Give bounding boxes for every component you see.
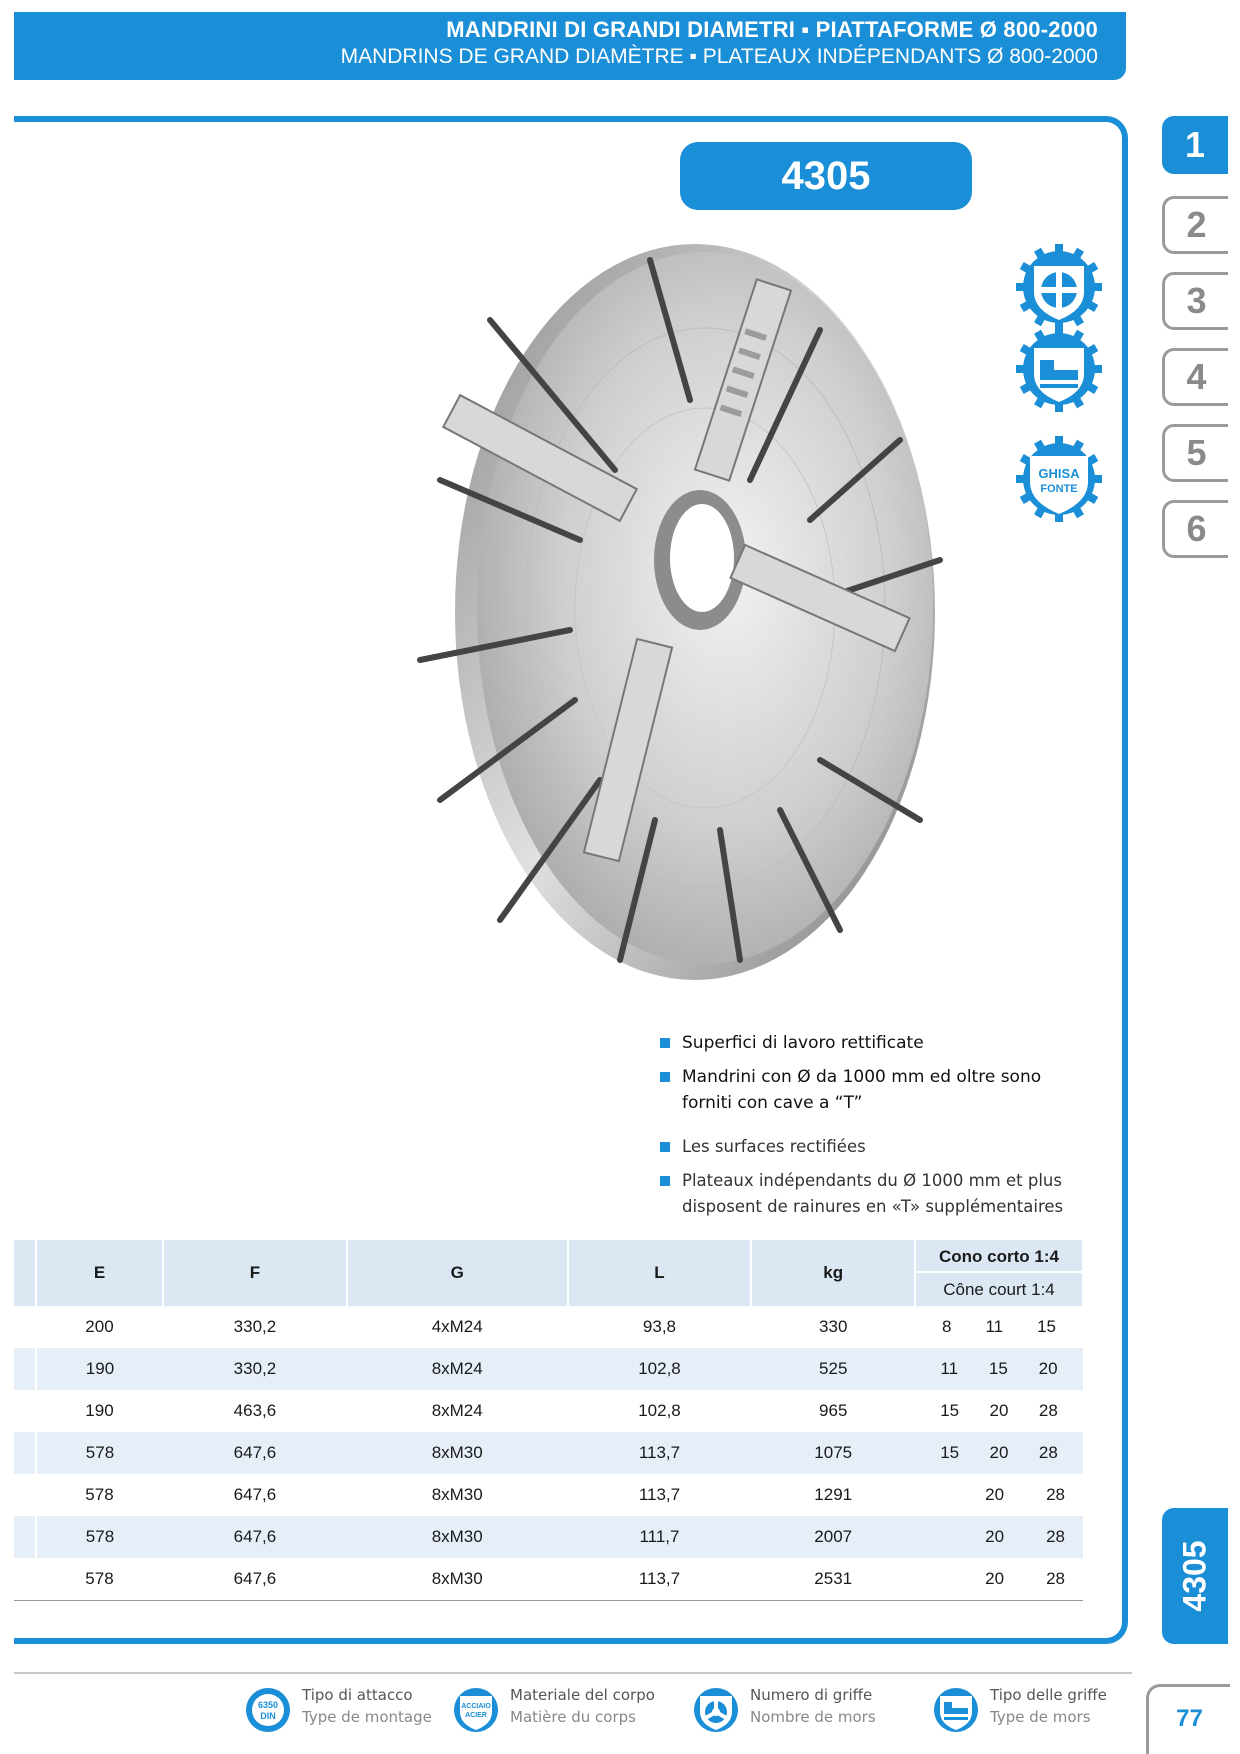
table-cell-e: 578 xyxy=(85,1485,114,1504)
table-row xyxy=(14,1516,1083,1558)
cono-value: 28 xyxy=(1038,1401,1058,1420)
page-number: 77 xyxy=(1146,1684,1230,1754)
table-cell-l: 111,7 xyxy=(568,1516,752,1558)
tab-4[interactable]: 4 xyxy=(1162,348,1228,406)
table-cell-l: 102,8 xyxy=(568,1348,752,1390)
table-row-stub xyxy=(14,1558,36,1600)
cono-value: 20 xyxy=(985,1568,1005,1588)
table-row-stub xyxy=(14,1432,36,1474)
table-cell-l: 93,8 xyxy=(642,1317,677,1336)
tab-1[interactable]: 1 xyxy=(1162,116,1228,174)
acciaio-acier-icon xyxy=(452,1686,500,1734)
table-cell-cono xyxy=(915,1558,1083,1600)
table-cell-l: 113,7 xyxy=(638,1485,681,1504)
footer-jaw-type-fr: Type de mors xyxy=(990,1708,1091,1726)
din-badge-top: 6350 xyxy=(257,1700,279,1710)
table-cell-cono xyxy=(915,1432,1083,1474)
table-cell-l: 113,7 xyxy=(568,1432,752,1474)
acciaio-label: ACCIAIO xyxy=(461,1703,491,1710)
cono-value: 20 xyxy=(989,1443,1009,1462)
cono-value: 15 xyxy=(940,1401,960,1420)
acier-label: ACIER xyxy=(465,1712,487,1719)
cono-value: 15 xyxy=(1037,1317,1056,1336)
cono-value: 20 xyxy=(985,1527,1005,1546)
table-cell-l: 113,7 xyxy=(568,1558,752,1600)
fonte-label: FONTE xyxy=(1040,483,1078,495)
ghisa-fonte-gear-icon xyxy=(1016,436,1102,522)
col-header-l: L xyxy=(568,1240,752,1306)
faceplate-chuck-image xyxy=(400,240,1000,980)
table-cell-kg: 2531 xyxy=(751,1558,915,1600)
table-cell-g: 4xM24 xyxy=(431,1317,483,1336)
side-product-code-tab[interactable] xyxy=(1162,1508,1228,1644)
table-row xyxy=(14,1474,1083,1516)
din-badge-bottom: DIN xyxy=(260,1711,276,1721)
col-header-f: F xyxy=(163,1240,347,1306)
cono-value: 28 xyxy=(1046,1568,1065,1588)
tab-3[interactable]: 3 xyxy=(1162,272,1228,330)
ghisa-label: GHISA xyxy=(1038,466,1080,481)
col-header-e: E xyxy=(36,1240,163,1306)
footer-jaw-count-it: Numero di griffe xyxy=(750,1686,873,1704)
specs-table xyxy=(14,1240,1084,1601)
feature-fr-1: Les surfaces rectifiées xyxy=(660,1134,1080,1160)
table-header-row xyxy=(14,1240,1083,1306)
footer-jaw-count-fr: Nombre de mors xyxy=(750,1708,876,1726)
cono-value: 28 xyxy=(1046,1485,1065,1504)
table-cell-e: 190 xyxy=(36,1348,163,1390)
table-cell-g: 8xM24 xyxy=(347,1348,568,1390)
table-cell-l: 102,8 xyxy=(638,1401,681,1420)
tab-2[interactable]: 2 xyxy=(1162,196,1228,254)
table-row-stub xyxy=(14,1348,36,1390)
table-row xyxy=(14,1348,1083,1390)
footer-mounting-fr: Type de montage xyxy=(302,1708,432,1726)
table-row-stub xyxy=(14,1474,36,1516)
footer-material-it: Materiale del corpo xyxy=(510,1686,655,1704)
footer-mounting-it: Tipo di attacco xyxy=(302,1686,413,1704)
table-cell-f: 330,2 xyxy=(163,1348,347,1390)
table-cell-e: 190 xyxy=(85,1401,114,1420)
cono-value: 11 xyxy=(985,1317,1004,1336)
cono-value: 11 xyxy=(940,1359,959,1378)
table-cell-kg: 525 xyxy=(751,1348,915,1390)
table-cell-kg: 330 xyxy=(819,1317,848,1336)
tab-6[interactable]: 6 xyxy=(1162,500,1228,558)
tab-5[interactable]: 5 xyxy=(1162,424,1228,482)
jaw-count-icon xyxy=(692,1686,740,1734)
footer-material-fr: Matière du corps xyxy=(510,1708,636,1726)
table-cell-f: 330,2 xyxy=(233,1317,277,1336)
table-row xyxy=(14,1432,1083,1474)
table-cell-g: 8xM30 xyxy=(347,1558,568,1600)
table-cell-g: 8xM30 xyxy=(347,1516,568,1558)
table-cell-cono xyxy=(915,1390,1083,1432)
table-cell-f: 647,6 xyxy=(163,1558,347,1600)
cono-value: 8 xyxy=(941,1317,952,1336)
table-cell-cono xyxy=(915,1348,1083,1390)
page-header-banner xyxy=(14,12,1126,80)
side-product-code-label: 4305 xyxy=(1176,1540,1213,1612)
jaw-type-icon xyxy=(932,1686,980,1734)
table-cell-g: 8xM24 xyxy=(431,1401,483,1420)
features-list xyxy=(660,1030,1080,1228)
din-6350-icon xyxy=(244,1686,292,1734)
feature-fr-2: Plateaux indépendants du Ø 1000 mm et plus disposent de rainures en «T» supplémentaires xyxy=(660,1168,1080,1220)
cono-value: 15 xyxy=(940,1443,960,1462)
cono-value: 20 xyxy=(985,1485,1005,1504)
cono-header-fr: Cône court 1:4 xyxy=(943,1280,1055,1299)
table-cell-g: 8xM30 xyxy=(431,1485,483,1504)
header-title-fr: MANDRINS DE GRAND DIAMÈTRE ▪ PLATEAUX INDÉPENDANTS Ø 800-2000 xyxy=(340,45,1098,68)
col-header-g: G xyxy=(347,1240,568,1306)
header-title-it: MANDRINI DI GRANDI DIAMETRI ▪ PIATTAFORME Ø 800-2000 xyxy=(446,17,1098,42)
table-cell-g: 8xM30 xyxy=(347,1432,568,1474)
table-cell-f: 647,6 xyxy=(163,1432,347,1474)
table-cell-kg: 1291 xyxy=(814,1485,853,1504)
table-cell-e: 578 xyxy=(36,1432,163,1474)
footer-jaw-type-it: Tipo delle griffe xyxy=(990,1686,1107,1704)
feature-it-1: Superfici di lavoro rettificate xyxy=(660,1030,1080,1056)
cono-value: 15 xyxy=(988,1359,1008,1378)
table-cell-e: 578 xyxy=(36,1558,163,1600)
cono-value: 20 xyxy=(989,1401,1009,1420)
table-cell-e: 200 xyxy=(85,1317,114,1336)
product-code-box: 4305 xyxy=(680,142,972,210)
table-row-stub xyxy=(14,1306,36,1348)
table-row-stub xyxy=(14,1390,36,1432)
table-cell-e: 578 xyxy=(36,1516,163,1558)
cono-value: 28 xyxy=(1046,1527,1065,1546)
table-cell-f: 647,6 xyxy=(233,1485,277,1504)
cono-value: 28 xyxy=(1038,1443,1058,1462)
footer-divider xyxy=(14,1672,1132,1674)
table-row xyxy=(14,1306,1083,1348)
table-cell-f: 463,6 xyxy=(233,1401,277,1420)
table-cell-kg: 2007 xyxy=(751,1516,915,1558)
table-cell-cono xyxy=(915,1516,1083,1558)
table-row-stub xyxy=(14,1516,36,1558)
table-cell-f: 647,6 xyxy=(163,1516,347,1558)
independent-jaws-gear-icon xyxy=(1016,244,1102,330)
feature-it-2: Mandrini con Ø da 1000 mm ed oltre sono forniti con cave a “T” xyxy=(660,1064,1080,1116)
table-stub-header xyxy=(14,1240,36,1306)
col-header-cono xyxy=(915,1240,1083,1306)
col-header-kg: kg xyxy=(751,1240,915,1306)
table-row xyxy=(14,1558,1083,1600)
table-cell-kg: 965 xyxy=(819,1401,848,1420)
cono-value: 20 xyxy=(1038,1359,1058,1378)
table-row xyxy=(14,1390,1083,1432)
table-cell-cono xyxy=(915,1474,1083,1516)
table-cell-kg: 1075 xyxy=(751,1432,915,1474)
table-cell-cono xyxy=(915,1306,1083,1348)
jaw-type-gear-icon xyxy=(1016,326,1102,412)
cono-header-it: Cono corto 1:4 xyxy=(916,1240,1082,1273)
